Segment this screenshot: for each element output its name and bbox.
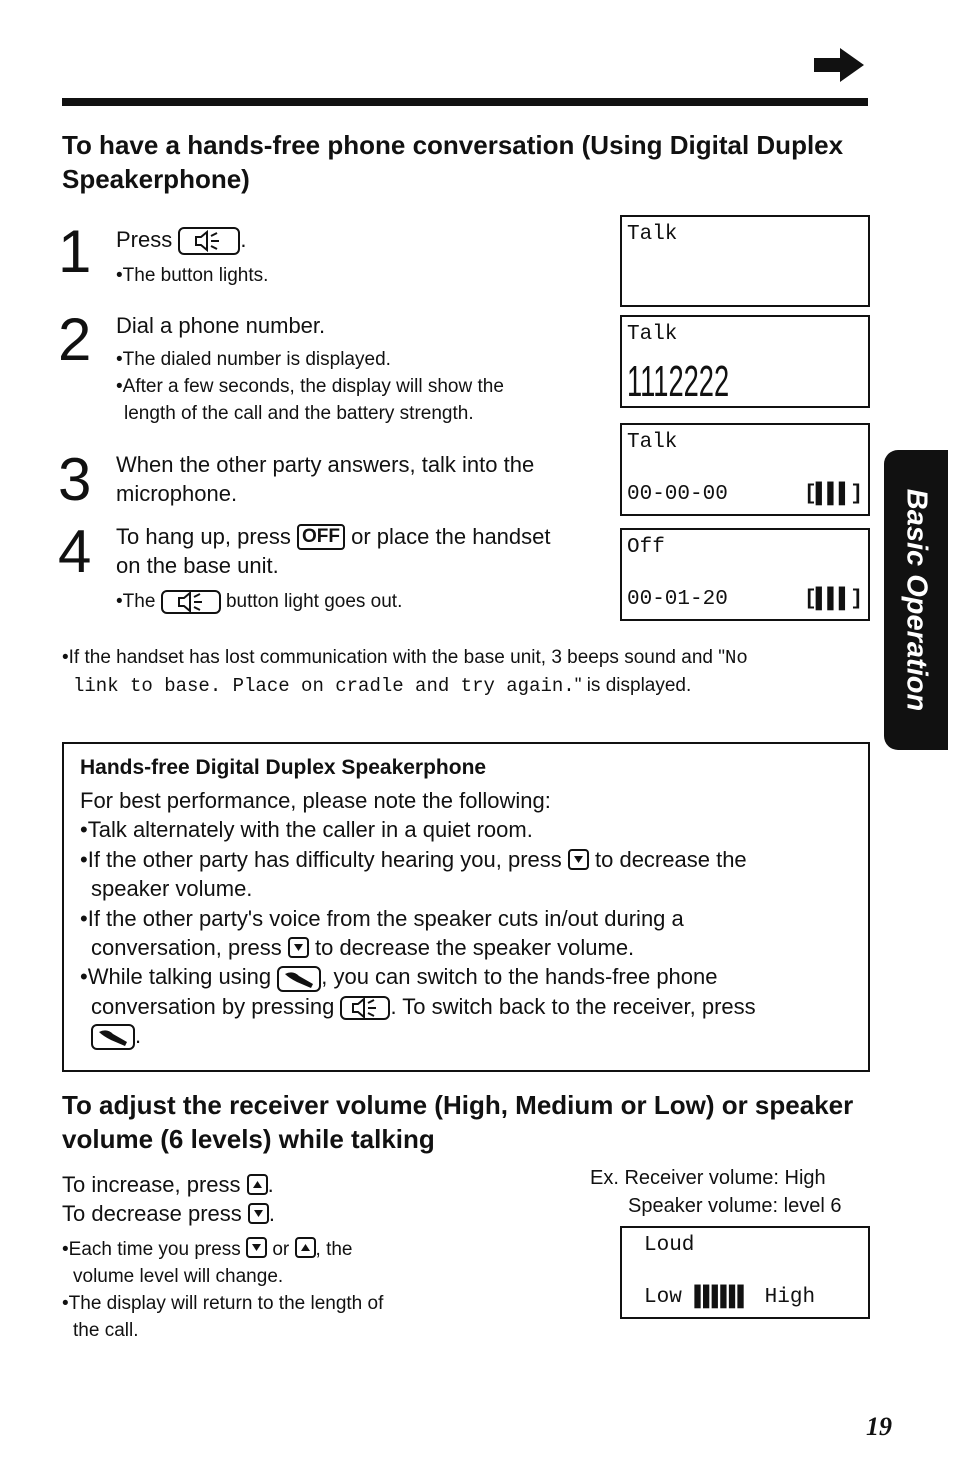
talk-button-icon (91, 1024, 135, 1050)
step1-number: 1 (58, 218, 92, 285)
section1-title: To have a hands-free phone conversation (Using Digital Duplex Speakerphone) (62, 130, 844, 194)
up-button-icon (247, 1174, 268, 1195)
down-button-icon (248, 1203, 269, 1224)
next-page-arrow-icon (814, 48, 864, 82)
step2-notes: •The dialed number is displayed. •After a few seconds, the display will show the length of the call and the battery strength. (116, 349, 504, 424)
lcd-dialed-number: 1112222 (627, 357, 730, 406)
up-button-icon (295, 1237, 316, 1258)
lcd-display-call-timer (620, 423, 870, 516)
lcd-call-length: 00-01-20 (627, 588, 728, 611)
step3-text: When the other party answers, talk into the microphone. (116, 452, 535, 506)
page-number: 19 (866, 1412, 892, 1441)
step2-text: Dial a phone number. (116, 313, 326, 338)
lcd-line1: Talk (627, 431, 678, 454)
lcd-display-off (620, 528, 870, 621)
volume-example-label: Ex. Receiver volume: High Speaker volume: level 6 (590, 1167, 842, 1217)
lcd-display-talk (620, 215, 870, 307)
lcd-display-volume (620, 1226, 870, 1319)
lcd-display-dialed (620, 315, 870, 408)
down-button-icon (288, 937, 309, 958)
step1-note: •The button lights. (116, 265, 269, 286)
volume-adjust-instructions: To increase, press . To decrease press . (62, 1172, 275, 1226)
step4-number: 4 (58, 518, 92, 585)
step2-number: 2 (58, 306, 92, 373)
lcd-line1: Talk (627, 223, 678, 246)
lcd-battery-strength: [▌▌▌] (803, 483, 862, 506)
speakerphone-tips-box (62, 742, 870, 1072)
lost-communication-note: •If the handset has lost communication with the base unit, 3 beeps sound and "No link to base. Place on cradle and try again." is displayed. (62, 647, 748, 697)
section-side-tab-label: Basic Operation (900, 488, 933, 712)
speakerphone-button-icon (161, 590, 221, 614)
lcd-line1: Off (627, 536, 665, 559)
step3-number: 3 (58, 446, 92, 513)
down-button-icon (246, 1237, 267, 1258)
section2-title: To adjust the receiver volume (High, Medium or Low) or speaker volume (6 levels) while talking (62, 1090, 854, 1154)
tips-box-body: For best performance, please note the following: •Talk alternately with the caller in a quiet room. •If the other party has difficulty hearing you, press to decrease the speaker volume. •If the other party's voice from the speaker cuts in/out during a conversation, press to decrease the speaker volume. •While talking using , you can switch to the hands-free phone conversation by pressing . To switch back to the receiver, press . (80, 786, 850, 1051)
volume-adjust-notes: •Each time you press or , the volume level will change. •The display will return to the length of the call. (62, 1239, 384, 1341)
lcd-call-length: 00-00-00 (627, 483, 728, 506)
off-button-label: OFF (297, 524, 345, 550)
down-button-icon (568, 849, 589, 870)
lcd-volume-bar: Low ▌▌▌▌▌▌ High (644, 1286, 816, 1309)
step4-text: To hang up, press OFF or place the handset on the base unit. (116, 524, 551, 578)
step1-text: Press . (116, 225, 596, 255)
lcd-line1: Talk (627, 323, 678, 346)
header-rule (62, 98, 868, 106)
speakerphone-button-icon (340, 996, 390, 1020)
speakerphone-button-icon (178, 227, 240, 255)
talk-button-icon (277, 966, 321, 992)
lcd-battery-strength: [▌▌▌] (803, 588, 862, 611)
lcd-line1: Loud (644, 1234, 695, 1257)
section-side-tab (884, 450, 948, 750)
step4-note: •The button light goes out. (116, 591, 403, 612)
tips-box-title: Hands-free Digital Duplex Speakerphone (80, 756, 487, 779)
